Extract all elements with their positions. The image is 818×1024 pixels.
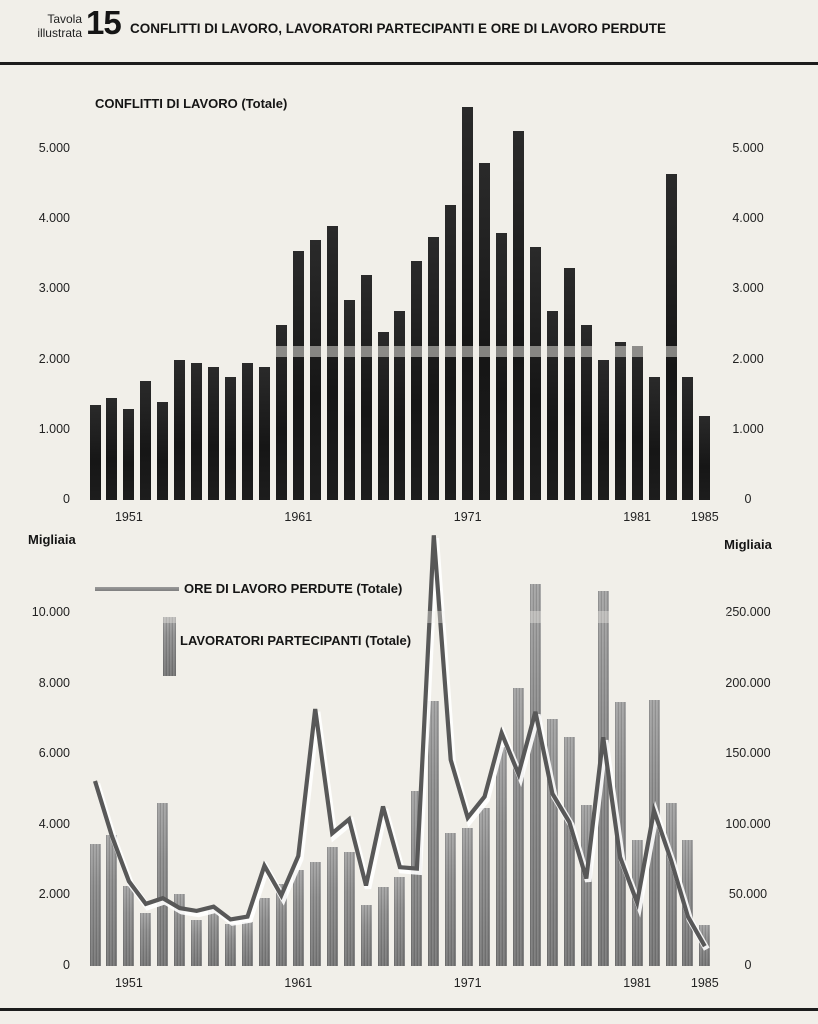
chart2-xtick-1961: 1961 <box>284 976 313 990</box>
legend-label-lavoratori: LAVORATORI PARTECIPANTI (Totale) <box>180 633 412 648</box>
chart2-ytick-right-150.000: 150.000 <box>725 746 771 761</box>
bar-conflitti-1975 <box>530 247 541 500</box>
bar-conflitti-1952 <box>140 381 151 500</box>
chart1-ytick-left-0: 0 <box>63 492 70 506</box>
chart2-left-axis-title: Migliaia <box>28 532 76 547</box>
chart1-ytick-right-3.000: 3.000 <box>732 281 764 296</box>
bar-conflitti-1978 <box>581 325 592 501</box>
chart1-ytick-left-2.000: 2.000 <box>38 351 70 366</box>
bar-conflitti-1951 <box>123 409 134 500</box>
bar-conflitti-1984 <box>682 377 693 500</box>
bar-conflitti-1982 <box>649 377 660 500</box>
chart1-ytick-right-0: 0 <box>744 492 752 506</box>
chart2-ytick-left-4.000: 4.000 <box>38 816 70 831</box>
bar-conflitti-1972 <box>479 163 490 500</box>
chart1-xtick-1985: 1985 <box>690 510 719 524</box>
bar-conflitti-1973 <box>496 233 507 500</box>
ore-perdute-line <box>95 535 705 946</box>
chart1-ytick-left-4.000: 4.000 <box>38 211 70 226</box>
table-tag-line1: Tavola <box>47 12 82 26</box>
chart1-xtick-1961: 1961 <box>284 510 313 524</box>
bar-conflitti-1954 <box>174 360 185 500</box>
chart2-xtick-1985: 1985 <box>690 976 719 990</box>
bar-conflitti-1981 <box>632 346 643 500</box>
chart1-title: CONFLITTI DI LAVORO (Totale) <box>95 96 288 111</box>
bar-conflitti-1949 <box>90 405 101 500</box>
bar-conflitti-1974 <box>513 131 524 500</box>
bar-conflitti-1983 <box>666 174 677 500</box>
bar-conflitti-1976 <box>547 311 558 501</box>
bar-conflitti-1953 <box>157 402 168 500</box>
chart1-xtick-1971: 1971 <box>453 510 482 524</box>
legend-label-ore-perdute: ORE DI LAVORO PERDUTE (Totale) <box>184 581 403 596</box>
ore-perdute-line-plot <box>84 530 728 966</box>
bar-conflitti-1962 <box>310 240 321 500</box>
chart2-ytick-right-0: 0 <box>744 958 752 972</box>
bar-conflitti-1956 <box>208 367 219 500</box>
chart2-xtick-1981: 1981 <box>623 976 651 990</box>
bar-conflitti-1966 <box>378 332 389 501</box>
chart2-ytick-left-8.000: 8.000 <box>38 675 70 690</box>
chart1-ytick-right-1.000: 1.000 <box>732 421 764 436</box>
chart2-right-axis-title: Migliaia <box>724 537 772 552</box>
bar-conflitti-1958 <box>242 363 253 500</box>
bar-conflitti-1950 <box>106 398 117 500</box>
bar-conflitti-1971 <box>462 107 473 500</box>
table-number: 15 <box>86 4 121 41</box>
header-divider <box>0 62 818 65</box>
page-title: CONFLITTI DI LAVORO, LAVORATORI PARTECIPANTI E ORE DI LAVORO PERDUTE <box>130 21 667 36</box>
footer-divider <box>0 1008 818 1011</box>
chart1-xtick-1981: 1981 <box>623 510 651 524</box>
chart2-xtick-1951: 1951 <box>114 976 143 990</box>
chart2-ytick-right-50.000: 50.000 <box>728 887 768 902</box>
chart2-ytick-right-100.000: 100.000 <box>725 816 771 831</box>
line-white-edge <box>97 538 707 949</box>
chart2-ytick-right-200.000: 200.000 <box>725 675 771 690</box>
bar-conflitti-1967 <box>394 311 405 501</box>
chart1-ytick-left-5.000: 5.000 <box>38 141 70 155</box>
bar-conflitti-1979 <box>598 360 609 500</box>
bar-conflitti-1964 <box>344 300 355 500</box>
bar-conflitti-1970 <box>445 205 456 500</box>
chart1-ytick-left-3.000: 3.000 <box>38 281 70 296</box>
bar-conflitti-1965 <box>361 275 372 500</box>
chart1-ytick-right-5.000: 5.000 <box>732 141 764 155</box>
bar-conflitti-1960 <box>276 325 287 501</box>
bar-conflitti-1980 <box>615 342 626 500</box>
chart2-ytick-left-2.000: 2.000 <box>38 887 70 902</box>
chart1-xtick-1951: 1951 <box>114 510 143 524</box>
table-tag-line2: illustrata <box>37 26 82 40</box>
chart1-ytick-right-2.000: 2.000 <box>732 351 764 366</box>
chart1-ytick-right-4.000: 4.000 <box>732 211 764 226</box>
chart2-xtick-1971: 1971 <box>453 976 482 990</box>
bar-conflitti-1963 <box>327 226 338 500</box>
chart2-ytick-left-0: 0 <box>63 958 70 972</box>
chart1-ytick-left-1.000: 1.000 <box>38 421 70 436</box>
bar-conflitti-1968 <box>411 261 422 500</box>
chart2-ytick-left-10.000: 10.000 <box>31 605 70 619</box>
bar-conflitti-1957 <box>225 377 236 500</box>
bar-conflitti-1959 <box>259 367 270 500</box>
bar-conflitti-1961 <box>293 251 304 500</box>
chart2-ytick-right-250.000: 250.000 <box>725 605 771 619</box>
bar-conflitti-1969 <box>428 237 439 500</box>
bar-conflitti-1985 <box>699 416 710 500</box>
chart2-ytick-left-6.000: 6.000 <box>38 746 70 761</box>
bar-conflitti-1955 <box>191 363 202 500</box>
bar-conflitti-1977 <box>564 268 575 500</box>
